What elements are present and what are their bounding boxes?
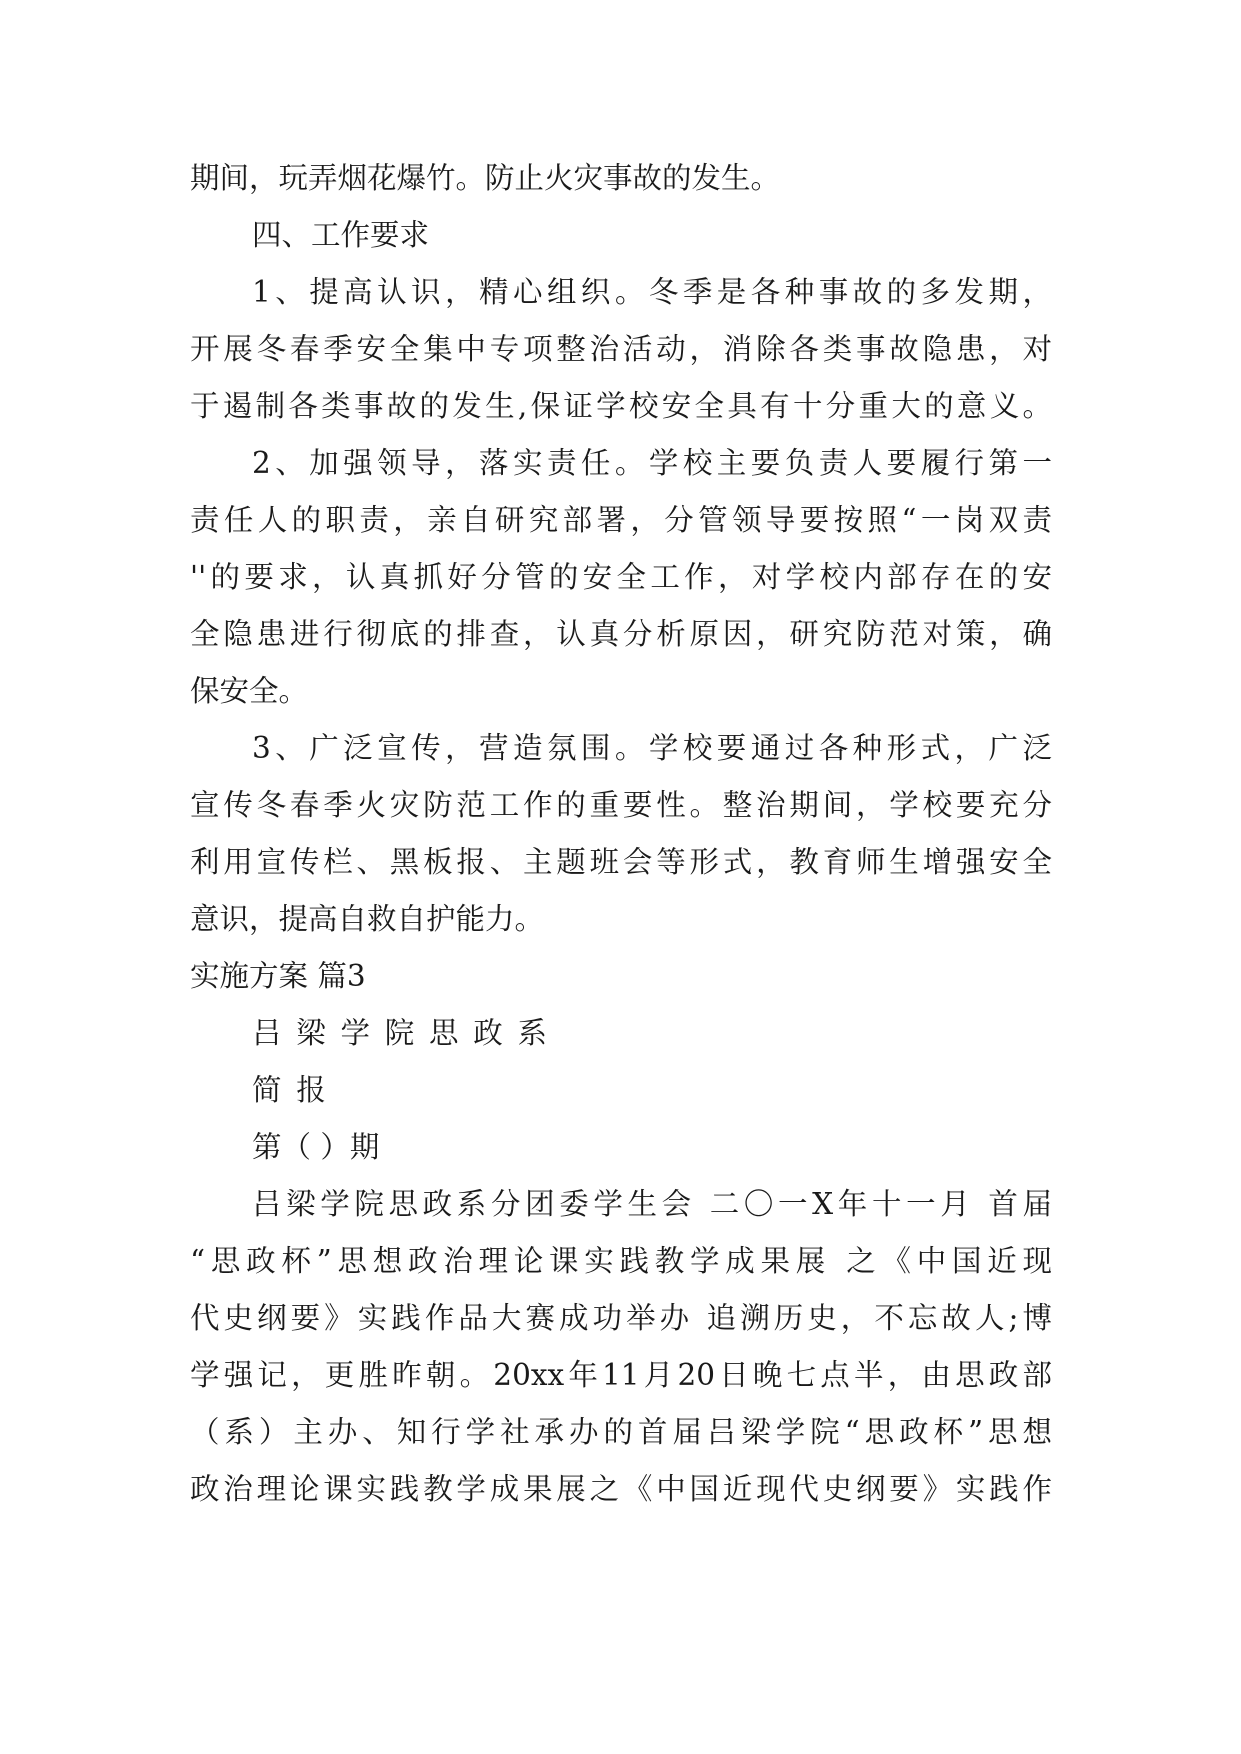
text-line: 于遏制各类事故的发生,保证学校安全具有十分重大的意义。	[190, 389, 1052, 423]
text-line: 3、广泛宣传，营造氛围。学校要通过各种形式，广泛	[252, 731, 1052, 765]
text-line: 利用宣传栏、黑板报、主题班会等形式，教育师生增强安全	[190, 845, 1052, 879]
text-line: 责任人的职责，亲自研究部署，分管领导要按照“一岗双责	[190, 503, 1052, 537]
text-line: 期间，玩弄烟花爆竹。防止火灾事故的发生。	[190, 161, 781, 195]
text-line: 四、工作要求	[252, 218, 430, 252]
text-line: 代史纲要》实践作品大赛成功举办 追溯历史，不忘故人;博	[190, 1301, 1052, 1335]
bulletin-body	[190, 1176, 1052, 1518]
bulletin-org: 吕梁学院思政系	[252, 1016, 562, 1050]
text-line: 1、提高认识，精心组织。冬季是各种事故的多发期，	[252, 275, 1052, 309]
text-line: 2、加强领导，落实责任。学校主要负责人要履行第一	[252, 446, 1052, 480]
text-line: ''的要求，认真抓好分管的安全工作，对学校内部存在的安	[190, 560, 1052, 594]
text-line: 意识，提高自救自护能力。	[190, 902, 545, 936]
bulletin-name: 简报	[252, 1073, 341, 1107]
safety-plan-section	[190, 150, 1052, 948]
section-title: 实施方案 篇3	[190, 959, 366, 993]
text-line: 学强记，更胜昨朝。20xx年11月20日晚七点半，由思政部	[190, 1358, 1052, 1392]
text-line: “思政杯”思想政治理论课实践教学成果展 之《中国近现	[190, 1244, 1052, 1278]
text-line: 开展冬春季安全集中专项整治活动，消除各类事故隐患，对	[190, 332, 1052, 366]
text-line: 宣传冬春季火灾防范工作的重要性。整治期间，学校要充分	[190, 788, 1052, 822]
text-line: 吕梁学院思政系分团委学生会 二〇一X年十一月 首届	[252, 1187, 1052, 1221]
text-line: （系）主办、知行学社承办的首届吕梁学院“思政杯”思想	[190, 1415, 1052, 1449]
text-line: 保安全。	[190, 674, 309, 708]
bulletin-issue: 第（ ）期	[252, 1130, 380, 1164]
text-line: 全隐患进行彻底的排查，认真分析原因，研究防范对策，确	[190, 617, 1052, 651]
document-body	[190, 150, 1052, 1518]
text-line: 政治理论课实践教学成果展之《中国近现代史纲要》实践作	[190, 1472, 1052, 1506]
